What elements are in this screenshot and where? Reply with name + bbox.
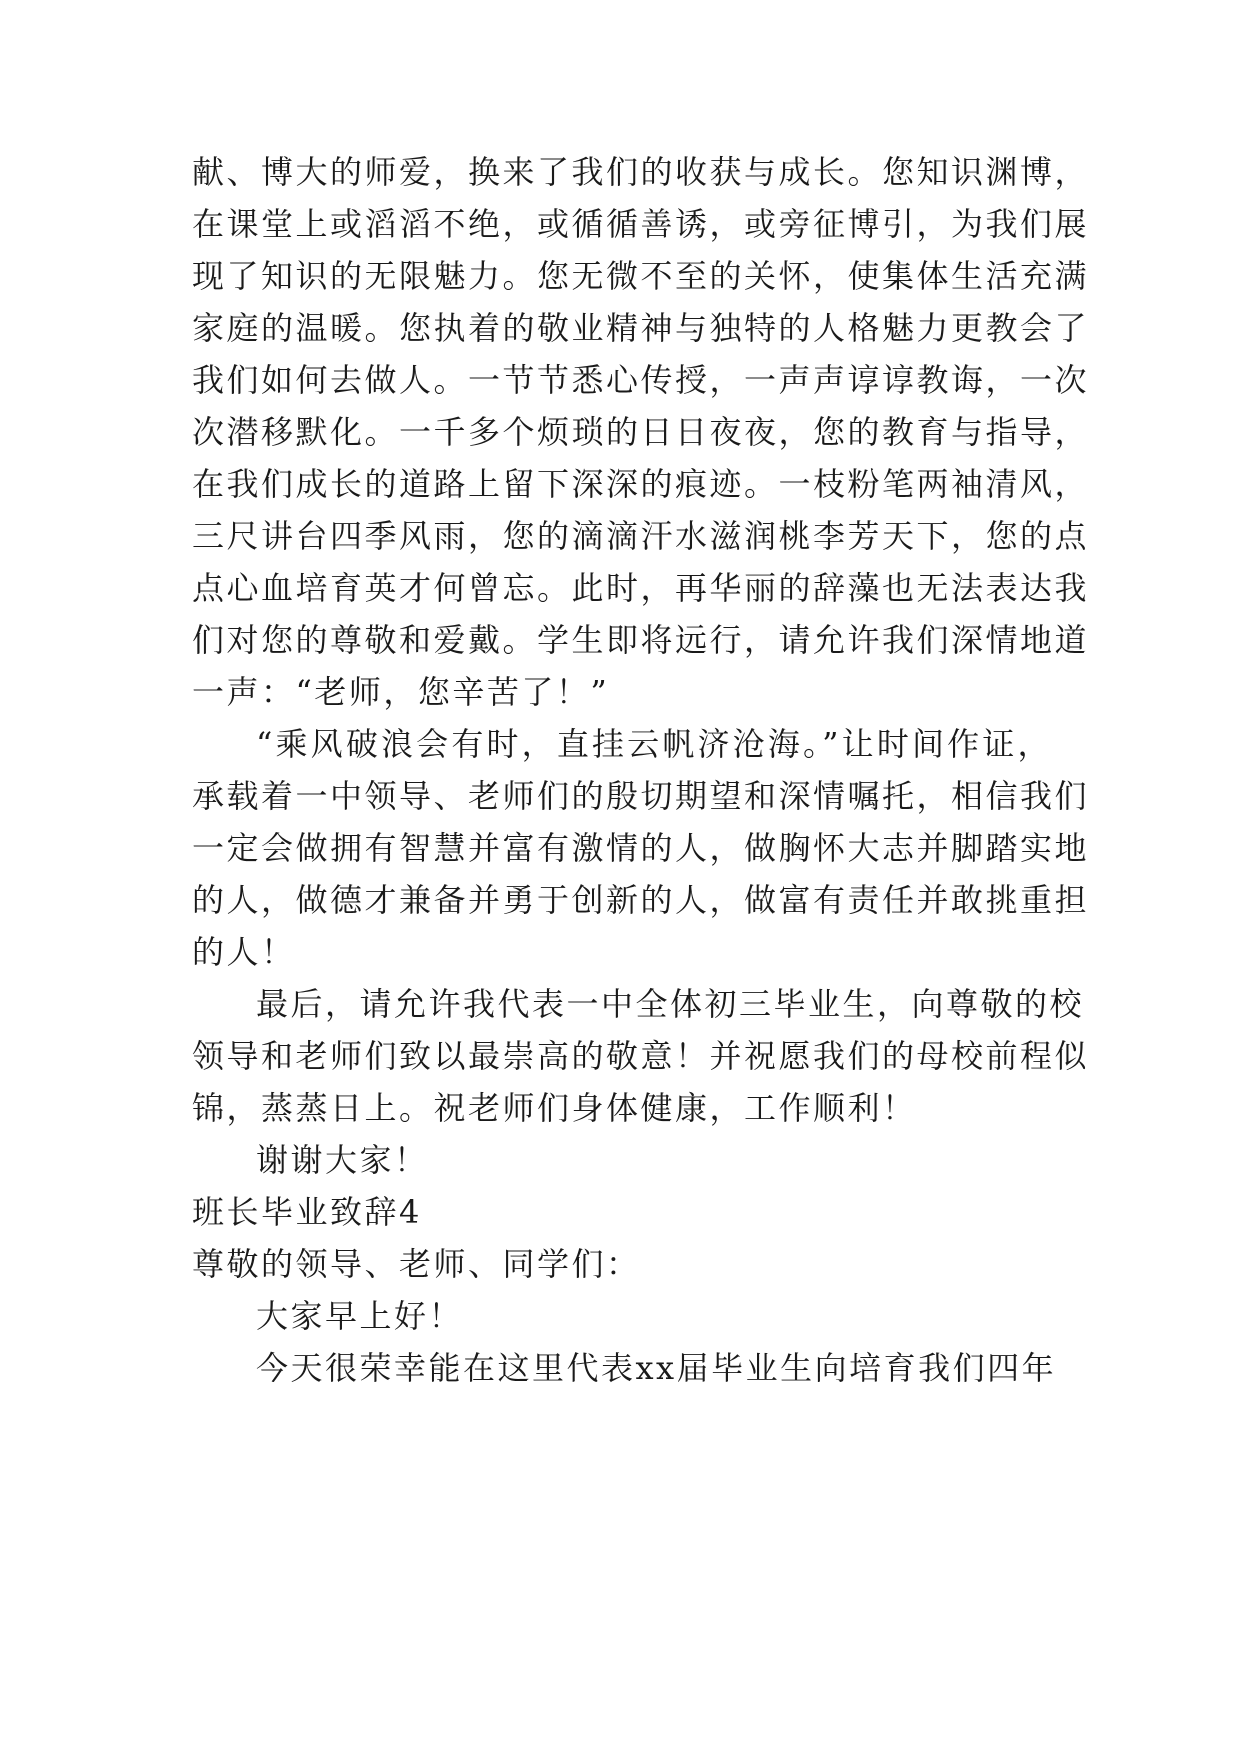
paragraph-line: 家庭的温暖。您执着的敬业精神与独特的人格魅力更教会了 (192, 309, 1090, 347)
paragraph-line: 现了知识的无限魅力。您无微不至的关怀，使集体生活充满 (192, 257, 1090, 295)
paragraph-line: 领导和老师们致以最崇高的敬意！并祝愿我们的母校前程似 (192, 1037, 1090, 1075)
paragraph-line: 献、博大的师爱，换来了我们的收获与成长。您知识渊博， (192, 153, 1090, 191)
paragraph-line: 最后，请允许我代表一中全体初三毕业生，向尊敬的校 (256, 985, 1085, 1023)
paragraph-line: 的人！ (192, 933, 296, 971)
paragraph-line: 次潜移默化。一千多个烦琐的日日夜夜，您的教育与指导， (192, 413, 1090, 451)
paragraph-line: 承载着一中领导、老师们的殷切期望和深情嘱托，相信我们 (192, 777, 1090, 815)
paragraph-line: 锦，蒸蒸日上。祝老师们身体健康，工作顺利！ (192, 1089, 917, 1127)
paragraph-line: 在课堂上或滔滔不绝，或循循善诱，或旁征博引，为我们展 (192, 205, 1090, 243)
paragraph-line: 们对您的尊敬和爱戴。学生即将远行，请允许我们深情地道 (192, 621, 1090, 659)
section-heading: 班长毕业致辞4 (192, 1193, 422, 1231)
closing-line: 谢谢大家！ (256, 1141, 429, 1179)
paragraph-line: 点心血培育英才何曾忘。此时，再华丽的辞藻也无法表达我 (192, 569, 1090, 607)
salutation: 尊敬的领导、老师、同学们： (192, 1245, 641, 1283)
paragraph-line: 在我们成长的道路上留下深深的痕迹。一枝粉笔两袖清风， (192, 465, 1090, 503)
paragraph-line: 一声：“老师，您辛苦了！” (192, 673, 610, 711)
paragraph-line: 一定会做拥有智慧并富有激情的人，做胸怀大志并脚踏实地 (192, 829, 1090, 867)
paragraph-line: “乘风破浪会有时，直挂云帆济沧海。”让时间作证， (256, 725, 1052, 763)
paragraph-line: 的人，做德才兼备并勇于创新的人，做富有责任并敢挑重担 (192, 881, 1090, 919)
paragraph-line: 三尺讲台四季风雨，您的滴滴汗水滋润桃李芳天下，您的点 (192, 517, 1090, 555)
paragraph-line: 我们如何去做人。一节节悉心传授，一声声谆谆教诲，一次 (192, 361, 1090, 399)
paragraph-line: 今天很荣幸能在这里代表xx届毕业生向培育我们四年 (256, 1349, 1057, 1387)
greeting-line: 大家早上好！ (256, 1297, 464, 1335)
